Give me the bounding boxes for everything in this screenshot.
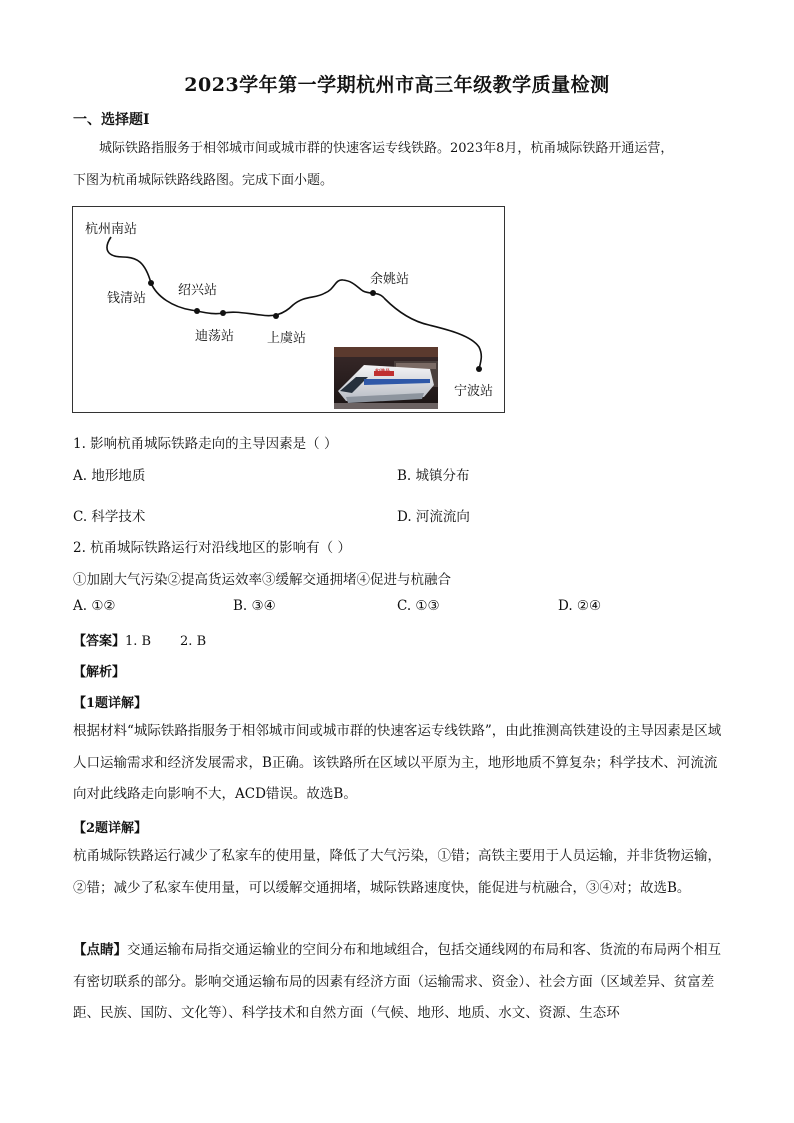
station-label-shaoxing: 绍兴站 [178, 283, 218, 298]
intro-line-1: 城际铁路指服务于相邻城市间或城市群的快速客运专线铁路。2023年8月，杭甬城际铁路开通运营， [99, 141, 674, 156]
question-1-option-c: C. 科学技术 [73, 509, 146, 525]
question-1-option-d: D. 河流流向 [397, 509, 470, 525]
train-label: 和谐号 [375, 369, 391, 375]
station-label-yuyao: 余姚站 [370, 272, 410, 287]
answer-row [73, 630, 206, 649]
station-label-ningbo: 宁波站 [454, 384, 494, 399]
detail-2-label: 【2题详解】 [73, 821, 148, 836]
question-2-stem: 2. 杭甬城际铁路运行对沿线地区的影响有（ ） [73, 540, 351, 556]
train-icon [334, 347, 438, 409]
high-speed-train-photo [334, 347, 438, 409]
answer-label: 【答案】 [73, 634, 126, 649]
station-label-shangyu: 上虞站 [267, 331, 307, 346]
question-1-stem: 1. 影响杭甬城际铁路走向的主导因素是（ ） [73, 436, 338, 452]
station-label-didang: 迪荡站 [195, 329, 235, 344]
station-dot-qianqing [148, 280, 154, 286]
question-2-options-line: ①加剧大气污染②提高货运效率③缓解交通拥堵④促进与杭融合 [73, 572, 451, 588]
tip-paragraph [73, 935, 723, 1030]
detail-1-label: 【1题详解】 [73, 696, 148, 711]
answer-text: 1. B 2. B [125, 634, 207, 649]
railway-map [72, 206, 505, 413]
question-2-option-d: D. ②④ [558, 598, 602, 614]
station-dot-shaoxing [194, 308, 200, 314]
question-2-option-a: A. ①② [73, 598, 116, 614]
question-1-option-b: B. 城镇分布 [397, 468, 470, 484]
document-title: 2023学年第一学期杭州市高三年级教学质量检测 [184, 74, 610, 96]
section-heading: 一、选择题Ⅰ [73, 112, 150, 128]
tip-label: 【点睛】 [73, 942, 127, 958]
station-dot-didang [220, 310, 226, 316]
question-2-option-c: C. ①③ [397, 598, 440, 614]
station-dot-yuyao [370, 290, 376, 296]
detail-1-text: 根据材料“城际铁路指服务于相邻城市间或城市群的快速客运专线铁路”，由此推测高铁建设的主导因素是区域人口运输需求和经济发展需求，B正确。该铁路所在区域以平原为主，地形地质不算复杂；科学技术、河流流向对此线路走向影响不大，ACD错误。故选B。 [73, 723, 722, 802]
question-2-option-b: B. ③④ [233, 598, 276, 614]
railway-line-svg [73, 207, 506, 414]
detail-2-text: 杭甬城际铁路运行减少了私家车的使用量，降低了大气污染，①错；高铁主要用于人员运输，并非货物运输，②错；减少了私家车使用量，可以缓解交通拥堵，城际铁路速度快，能促进与杭融合，③④对；故选B。 [73, 848, 721, 896]
station-dot-ningbo [476, 366, 482, 372]
station-label-qianqing: 钱清站 [107, 291, 147, 306]
station-dot-shangyu [273, 313, 279, 319]
station-label-hangzhou-south: 杭州南站 [85, 222, 138, 237]
intro-line-2: 下图为杭甬城际铁路线路图。完成下面小题。 [73, 173, 334, 188]
analysis-label: 【解析】 [73, 665, 126, 680]
tip-text: 交通运输布局指交通运输业的空间分布和地域组合，包括交通线网的布局和客、货流的布局两个相互有密切联系的部分。影响交通运输布局的因素有经济方面（运输需求、资金）、社会方面（区域差异、贫富差距、民族、国防、文化等）、科学技术和自然方面（气候、地形、地质、水文、资源、生态环 [73, 942, 721, 1021]
question-1-option-a: A. 地形地质 [73, 468, 146, 484]
